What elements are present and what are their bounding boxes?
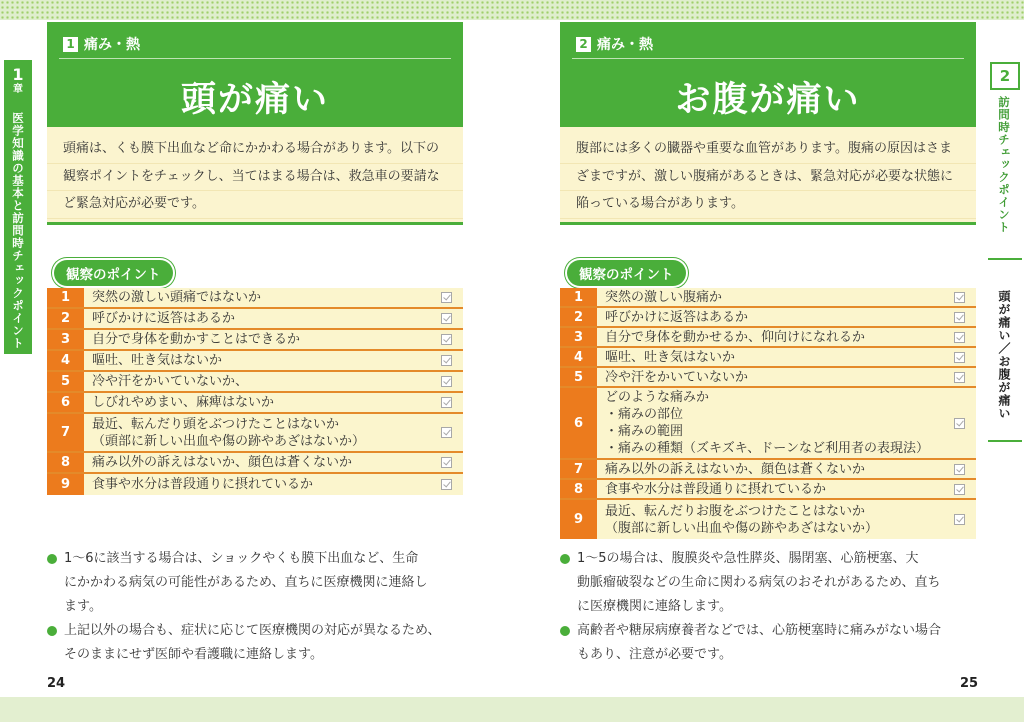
row-number: 5: [47, 372, 84, 391]
check-box-icon[interactable]: [954, 372, 965, 383]
row-text: 自分で身体を動かすことはできるか: [92, 332, 301, 347]
right-intro: [560, 127, 976, 225]
check-box-icon[interactable]: [954, 514, 965, 525]
row-text: しびれやめまい、麻痺はないか: [92, 395, 275, 410]
check-box-icon[interactable]: [954, 332, 965, 343]
row-number: 5: [560, 368, 597, 386]
checklist-row: [47, 351, 463, 372]
check-box-icon[interactable]: [954, 352, 965, 363]
thumb-index-title: 頭が痛い／お腹が痛い: [997, 290, 1011, 420]
chapter-side-title: 訪問時チェックポイント: [997, 96, 1011, 234]
check-box-icon[interactable]: [954, 484, 965, 495]
note-item: 1～6に該当する場合は、ショックやくも膜下出血など、生命 にかかわる病気の可能性があるため、直ちに医療機関に連絡し ます。: [47, 547, 472, 619]
check-box-icon[interactable]: [954, 464, 965, 475]
row-text: 冷や汗をかいていないか、: [92, 374, 249, 389]
chapter-number-box: 2: [990, 62, 1020, 90]
bullet-icon: [560, 554, 570, 564]
checklist-row: [47, 330, 463, 351]
checklist-row: [47, 372, 463, 393]
row-number: 2: [47, 309, 84, 328]
note-item: 高齢者や糖尿病療養者などでは、心筋梗塞時に痛みがない場合 もあり、注意が必要です。: [560, 619, 985, 667]
checklist-row: [47, 474, 463, 495]
row-text: （頭部に新しい出血や傷の跡やあざはないか）: [92, 433, 366, 449]
intro-line: ざまですが、激しい腹痛があるときは、緊急対応が必要な状態に: [576, 168, 954, 184]
row-text: 痛み以外の訴えはないか、顔色は蒼くないか: [92, 455, 353, 470]
right-header: [560, 22, 976, 127]
checklist-row: [47, 453, 463, 474]
check-box-icon[interactable]: [441, 313, 452, 324]
row-number: 9: [560, 500, 597, 539]
note-item: 1～5の場合は、腹膜炎や急性膵炎、腸閉塞、心筋梗塞、大 動脈瘤破裂などの生命に関わる病気のおそれがあるため、直ち に医療機関に連絡します。: [560, 547, 985, 619]
check-box-icon[interactable]: [441, 292, 452, 303]
page-title: 頭が痛い: [180, 80, 329, 120]
row-text: 最近、転んだりお腹をぶつけたことはないか: [605, 503, 866, 519]
check-box-icon[interactable]: [441, 427, 452, 438]
chapter-tab: [4, 60, 32, 104]
row-text: 呼びかけに返答はあるか: [92, 311, 236, 326]
row-text: 痛み以外の訴えはないか、顔色は蒼くないか: [605, 461, 866, 477]
left-header: [47, 22, 463, 127]
checklist-row: [560, 328, 976, 348]
category-label: [576, 34, 653, 54]
right-checklist: [560, 288, 976, 539]
checklist-row: [560, 480, 976, 500]
row-text: （腹部に新しい出血や傷の跡やあざはないか）: [605, 520, 879, 536]
left-notes: [47, 547, 472, 667]
bullet-icon: [47, 554, 57, 564]
row-text: 突然の激しい腹痛か: [605, 289, 723, 305]
checklist-row: [560, 388, 976, 460]
page-title: お腹が痛い: [675, 80, 861, 120]
check-box-icon[interactable]: [441, 334, 452, 345]
page-number: 24: [47, 676, 66, 691]
check-box-icon[interactable]: [441, 355, 452, 366]
row-number: 3: [47, 330, 84, 349]
row-number: 4: [560, 348, 597, 366]
bottom-band: [0, 697, 1024, 722]
category-label: [63, 34, 140, 54]
chapter-side-bar: [4, 104, 32, 354]
row-number: 4: [47, 351, 84, 370]
header-divider: [572, 58, 964, 59]
observation-points-badge: 観察のポイント: [567, 260, 686, 286]
checklist-row: [560, 368, 976, 388]
note-item: 上記以外の場合も、症状に応じて医療機関の対応が異なるため、 そのままにせず医師や看護職に連絡します。: [47, 619, 472, 667]
checklist-row: [560, 500, 976, 539]
page-number: 25: [960, 676, 979, 691]
intro-line: 陥っている場合があります。: [576, 196, 744, 211]
check-box-icon[interactable]: [441, 479, 452, 490]
observation-points-badge: 観察のポイント: [54, 260, 173, 286]
row-text: ・痛みの範囲: [605, 424, 684, 439]
checklist-row: [560, 348, 976, 368]
header-divider: [59, 58, 451, 59]
thumb-divider: [988, 258, 1022, 260]
chapter-label: 章: [13, 84, 23, 95]
row-text: 食事や水分は普段通りに摂れているか: [605, 481, 827, 497]
intro-line: 腹部には多くの臓器や重要な血管があります。腹痛の原因はさま: [576, 141, 952, 156]
category-text: 痛み・熱: [597, 37, 653, 53]
row-text: 冷や汗をかいていないか: [605, 369, 749, 385]
row-number: 6: [560, 388, 597, 458]
row-text: 呼びかけに返答はあるか: [605, 309, 749, 325]
checklist-row: [560, 460, 976, 480]
check-box-icon[interactable]: [441, 397, 452, 408]
row-number: 9: [47, 474, 84, 495]
row-text: ・痛みの部位: [605, 407, 684, 422]
chapter-number: 1: [12, 65, 24, 84]
category-number: 1: [63, 37, 78, 52]
row-text: 自分で身体を動かせるか、仰向けになれるか: [605, 329, 866, 345]
check-box-icon[interactable]: [954, 418, 965, 429]
row-text: どのような痛みか: [605, 390, 710, 405]
right-notes: [560, 547, 985, 667]
thumb-divider: [988, 440, 1022, 442]
row-number: 7: [560, 460, 597, 478]
row-text: 最近、転んだり頭をぶつけたことはないか: [92, 416, 340, 432]
chapter-side-title: 医学知識の基本と訪問時チェックポイント: [11, 112, 25, 350]
row-number: 1: [560, 288, 597, 306]
intro-line: 観察ポイントをチェックし、当てはまる場合は、救急車の要請な: [63, 168, 440, 184]
row-number: 3: [560, 328, 597, 346]
row-number: 7: [47, 414, 84, 451]
checklist-row: [560, 288, 976, 308]
checklist-row: [47, 414, 463, 453]
category-text: 痛み・熱: [84, 37, 140, 53]
checklist-row: [47, 393, 463, 414]
check-box-icon[interactable]: [441, 376, 452, 387]
left-intro: [47, 127, 463, 225]
row-number: 8: [560, 480, 597, 498]
check-box-icon[interactable]: [954, 292, 965, 303]
checklist-row: [560, 308, 976, 328]
bullet-icon: [47, 626, 57, 636]
row-text: 食事や水分は普段通りに摂れているか: [92, 477, 314, 492]
check-box-icon[interactable]: [441, 457, 452, 468]
top-dotted-band: [0, 0, 1024, 20]
row-text: 嘔吐、吐き気はないか: [605, 349, 736, 365]
row-number: 8: [47, 453, 84, 472]
row-number: 1: [47, 288, 84, 307]
checklist-row: [47, 288, 463, 309]
left-checklist: [47, 288, 463, 495]
bullet-icon: [560, 626, 570, 636]
intro-line: 頭痛は、くも膜下出血など命にかかわる場合があります。以下の: [63, 141, 439, 156]
row-number: 2: [560, 308, 597, 326]
row-text: 突然の激しい頭痛ではないか: [92, 290, 262, 305]
row-text: ・痛みの種類（ズキズキ、ドーンなど利用者の表現法）: [605, 441, 929, 456]
check-box-icon[interactable]: [954, 312, 965, 323]
row-number: 6: [47, 393, 84, 412]
row-text: 嘔吐、吐き気はないか: [92, 353, 223, 368]
checklist-row: [47, 309, 463, 330]
category-number: 2: [576, 37, 591, 52]
intro-line: ど緊急対応が必要です。: [63, 196, 205, 211]
